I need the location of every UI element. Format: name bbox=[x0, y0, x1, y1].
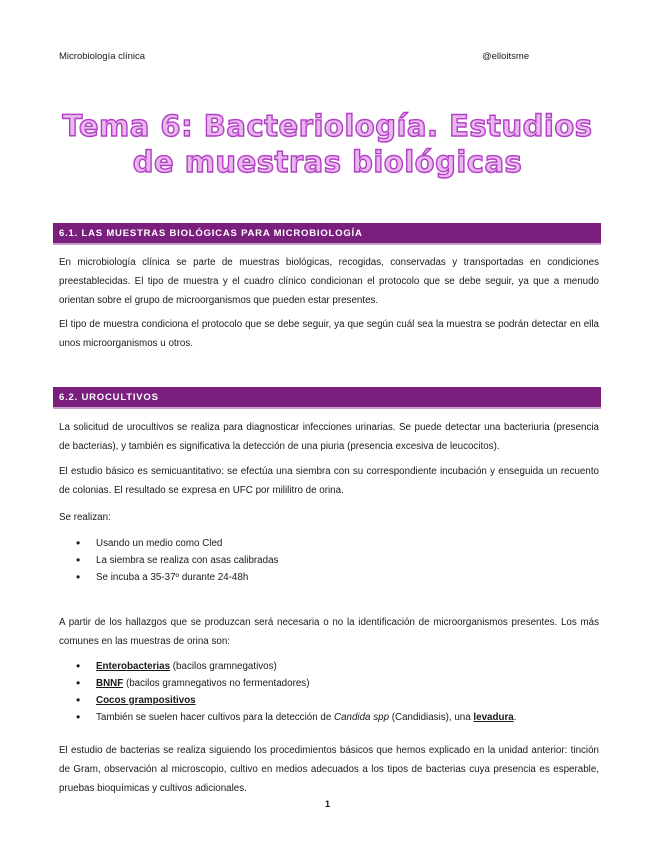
organism-list bbox=[59, 658, 579, 726]
list-item bbox=[59, 709, 579, 726]
paragraph-6-2-b: El estudio básico es semicuantitativo: se efectúa una siembra con su correspondiente incubación y enseguida un recuento de colonias. El resultado se expresa en UFC por mililitro de orina. bbox=[59, 466, 599, 496]
list-item bbox=[59, 675, 579, 692]
list-item: • La siembra se realiza con asas calibradas bbox=[59, 552, 579, 569]
term-candida: Candida spp bbox=[334, 712, 390, 723]
list-item-text: También se suelen hacer cultivos para la detección de bbox=[96, 712, 334, 723]
term-cocos: Cocos grampositivos bbox=[96, 695, 196, 706]
page-number: 1 bbox=[324, 799, 331, 810]
paragraph-6-2-c: Se realizan: bbox=[59, 512, 111, 523]
header-subject: Microbiología clínica bbox=[59, 51, 146, 62]
term-bnnf: BNNF bbox=[96, 678, 124, 689]
paragraph-6-2-d: A partir de los hallazgos que se produzcan será necesaria o no la identificación de microorganismos presentes. Los más comunes en las muestras de orina son: bbox=[59, 617, 599, 647]
list-item-text: (Candidiasis), una bbox=[389, 712, 474, 723]
paragraph-6-2-e: El estudio de bacterias se realiza siguiendo los procedimientos básicos que hemos explicado en la unidad anterior: tinción de Gram, observación al microscopio, cultivo en medios adecuados a los tipos de bacterias cuya presencia es esperable, pruebas bioquímicas y cultivos adicionales. bbox=[59, 745, 599, 794]
paragraph-6-2-a: La solicitud de urocultivos se realiza para diagnosticar infecciones urinarias. Se puede detectar una bacteriuria (presencia de bacterias), y también es significativa la detección de una piuria (presencia excesiva de leucocitos). bbox=[59, 422, 599, 452]
header-author: @elloitsme bbox=[482, 51, 530, 62]
list-item-text: . bbox=[513, 712, 517, 723]
section-heading-6-1: 6.1. LAS MUESTRAS BIOLÓGICAS PARA MICROBIOLOGÍA bbox=[53, 223, 601, 245]
list-item bbox=[59, 692, 579, 709]
paragraph-6-1-a: En microbiología clínica se parte de muestras biológicas, recogidas, conservadas y transportadas en condiciones preestablecidas. El tipo de muestra y el cuadro clínico condicionan el protocolo que se debe seguir, ya que a menudo orientan sobre el grupo de microorganismos que pueden estar presentes. bbox=[59, 257, 599, 306]
list-item-text: (bacilos gramnegativos no fermentadores) bbox=[123, 678, 310, 689]
term-enterobacterias: Enterobacterias bbox=[96, 661, 171, 672]
procedure-list bbox=[59, 535, 579, 586]
term-levadura: levadura bbox=[473, 712, 514, 723]
list-item: • Se incuba a 35-37º durante 24-48h bbox=[59, 569, 579, 586]
section-heading-6-2: 6.2. UROCULTIVOS bbox=[53, 387, 601, 409]
page-title: Tema 6: Bacteriología. Estudios de muestras biológicas bbox=[62, 109, 593, 179]
paragraph-6-1-b: El tipo de muestra condiciona el protocolo que se debe seguir, ya que según cuál sea la muestra se podrán detectar en ella unos microorganismos u otros. bbox=[59, 319, 599, 349]
list-item-text: (bacilos gramnegativos) bbox=[170, 661, 277, 672]
list-item: • Usando un medio como Cled bbox=[59, 535, 579, 552]
list-item bbox=[59, 658, 579, 675]
